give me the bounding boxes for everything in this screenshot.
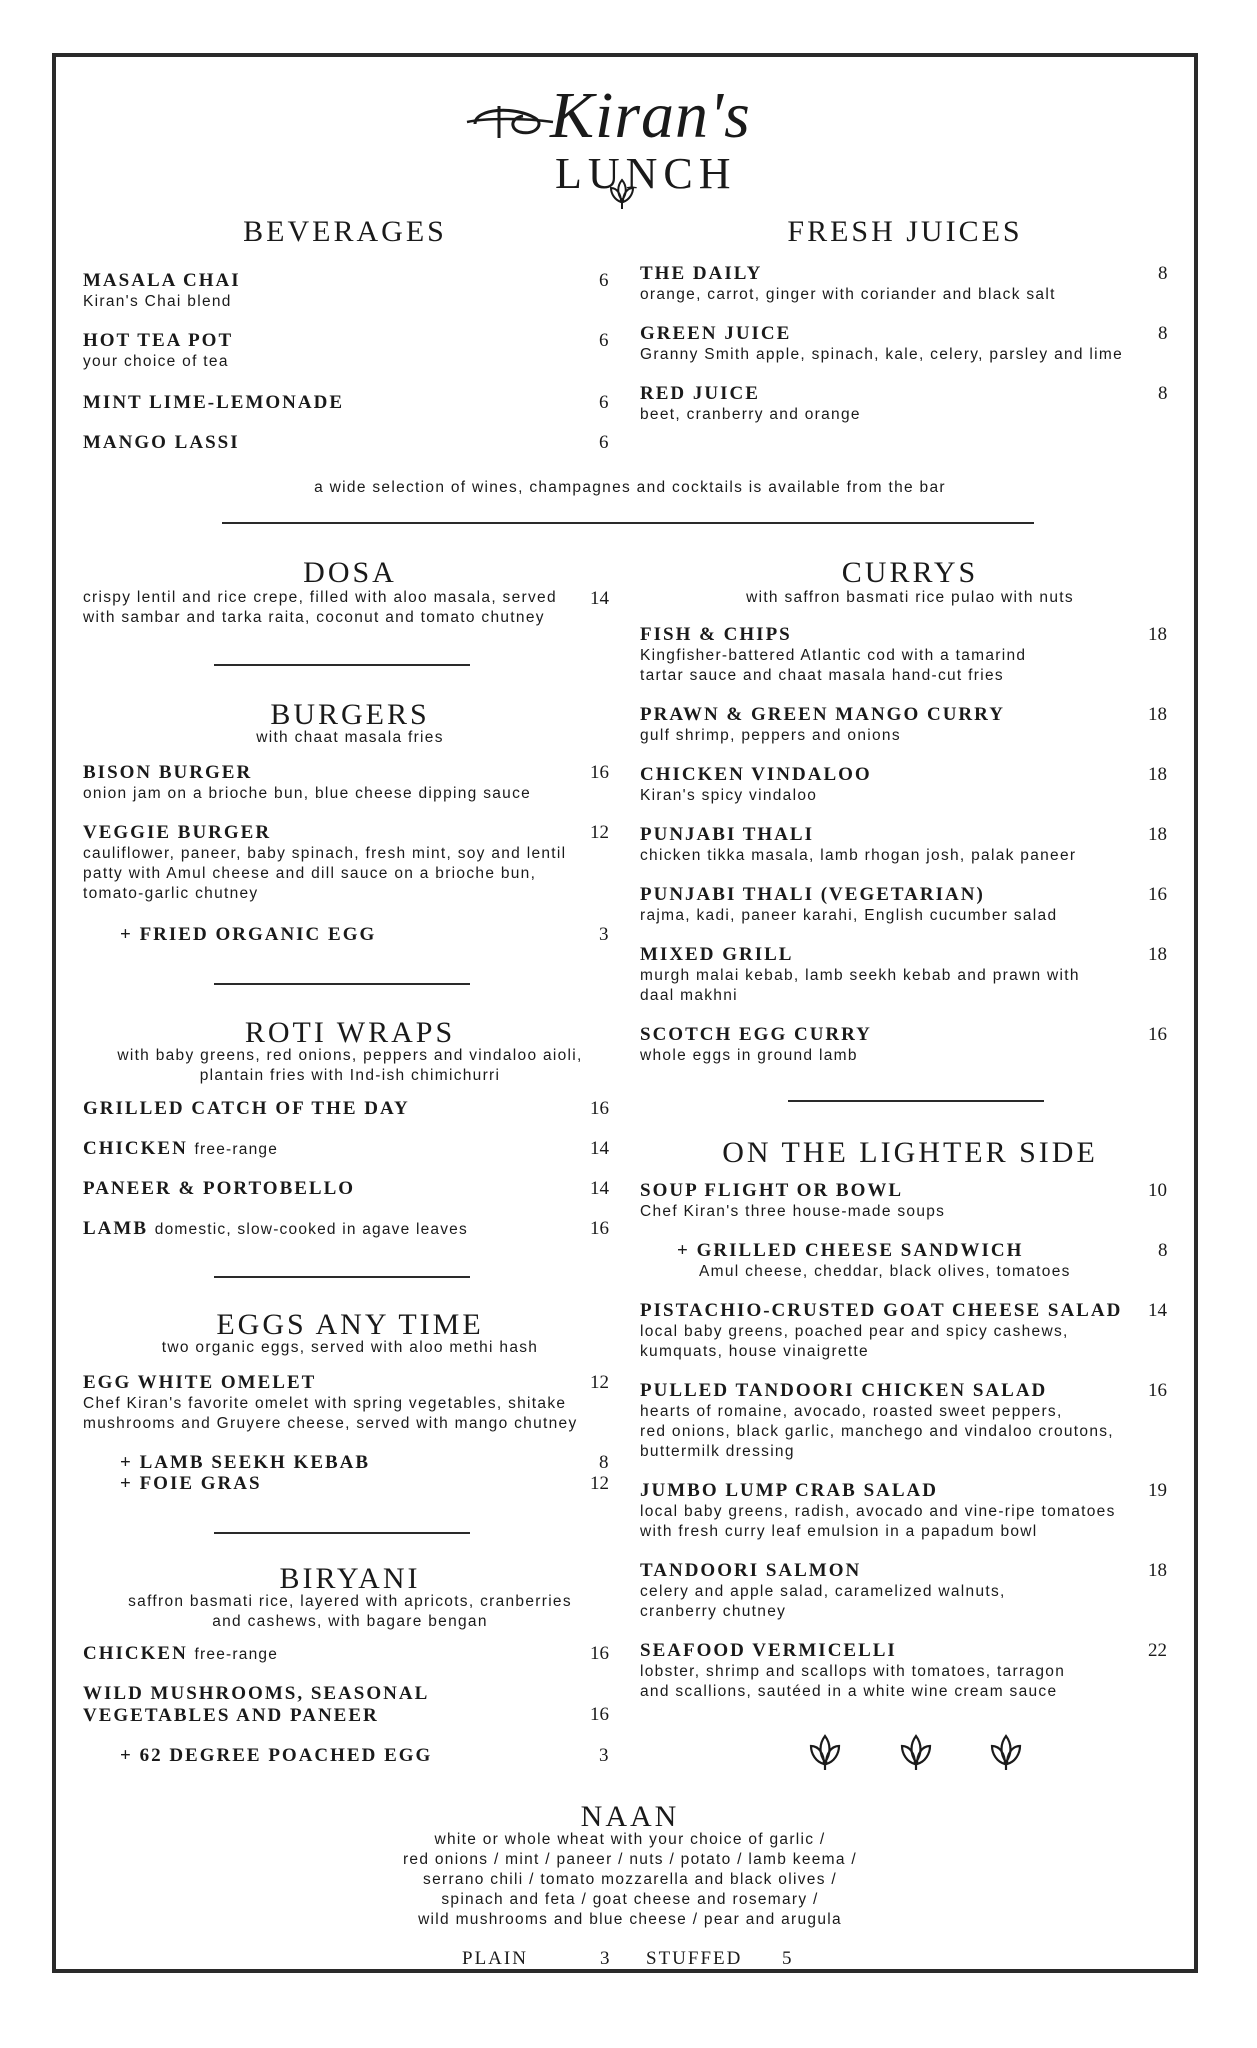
menu-item xyxy=(640,764,872,806)
menu-item xyxy=(83,822,566,904)
naan-title: NAAN xyxy=(580,1800,680,1833)
biryani-subtitle-line: and cashews, with bagare bengan xyxy=(212,1613,488,1630)
currys-title: CURRYS xyxy=(841,556,979,589)
logo-script-text: Kiran's xyxy=(550,79,751,152)
item-name: HOT TEA POT xyxy=(83,330,234,351)
item-price: 8 xyxy=(1158,323,1168,344)
item-name: LAMB xyxy=(83,1218,148,1239)
restaurant-logo xyxy=(455,78,805,208)
item-desc: local baby greens, radish, avocado and vine-ripe tomatoes xyxy=(640,1503,1116,1520)
menu-item xyxy=(83,432,240,454)
item-name: VEGGIE BURGER xyxy=(83,822,272,843)
naan-option-line: white or whole wheat with your choice of garlic / xyxy=(434,1831,826,1848)
item-price: 6 xyxy=(599,432,609,453)
item-price: 18 xyxy=(1148,1560,1167,1581)
item-desc: Chef Kiran's favorite omelet with spring vegetables, shitake xyxy=(83,1395,567,1412)
lighter-title: ON THE LIGHTER SIDE xyxy=(722,1136,1098,1169)
menu-item xyxy=(640,704,1005,746)
beverages-title: BEVERAGES xyxy=(243,215,447,248)
item-name: MIXED GRILL xyxy=(640,944,794,965)
bar-note: a wide selection of wines, champagnes and cocktails is available from the bar xyxy=(314,479,946,496)
menu-item xyxy=(83,588,557,628)
item-name: MINT LIME-LEMONADE xyxy=(83,392,345,413)
naan-option-line: red onions / mint / paneer / nuts / potato / lamb keema / xyxy=(402,1851,858,1868)
item-name: WILD MUSHROOMS, SEASONAL xyxy=(83,1683,430,1704)
addon-item xyxy=(677,1240,1071,1282)
item-price: 16 xyxy=(1148,1024,1167,1045)
item-price: 18 xyxy=(1148,764,1167,785)
menu-item xyxy=(83,392,344,414)
menu-item xyxy=(83,1138,278,1161)
item-desc: Kiran's spicy vindaloo xyxy=(640,787,818,804)
item-price: 6 xyxy=(599,270,609,291)
naan-option-line: wild mushrooms and blue cheese / pear and arugula xyxy=(418,1911,842,1928)
item-price: 16 xyxy=(590,1218,609,1239)
addon-item xyxy=(120,924,376,946)
addon-item xyxy=(120,1473,262,1495)
item-name: RED JUICE xyxy=(640,383,760,404)
item-name: PULLED TANDOORI CHICKEN SALAD xyxy=(640,1380,1048,1401)
item-name: PANEER & PORTOBELLO xyxy=(83,1178,356,1199)
menu-item xyxy=(640,1180,945,1222)
naan-option-line: serrano chili / tomato mozzarella and black olives / xyxy=(423,1871,837,1888)
lotus-leaf-icon xyxy=(805,1732,845,1772)
menu-item xyxy=(83,1098,410,1120)
item-desc: mushrooms and Gruyere cheese, served with mango chutney xyxy=(83,1415,578,1432)
item-name: CHICKEN xyxy=(83,1643,188,1664)
item-price: 8 xyxy=(1158,263,1168,284)
menu-item xyxy=(83,1178,355,1200)
item-desc: with sambar and tarka raita, coconut and tomato chutney xyxy=(83,609,545,626)
item-desc: murgh malai kebab, lamb seekh kebab and prawn with xyxy=(640,967,1080,984)
item-desc: hearts of romaine, avocado, roasted sweet peppers, xyxy=(640,1403,1063,1420)
menu-item xyxy=(83,270,241,312)
roti-subtitle xyxy=(90,1046,610,1086)
menu-item xyxy=(640,383,861,425)
item-desc: cranberry chutney xyxy=(640,1603,787,1620)
item-name: SEAFOOD VERMICELLI xyxy=(640,1640,897,1661)
item-note: free-range xyxy=(194,1141,279,1158)
item-price: 16 xyxy=(1148,1380,1167,1401)
divider xyxy=(214,1276,470,1278)
item-name: TANDOORI SALMON xyxy=(640,1560,862,1581)
item-price: 6 xyxy=(599,392,609,413)
biryani-title: BIRYANI xyxy=(279,1562,421,1595)
addon-item xyxy=(120,1452,370,1474)
item-desc: onion jam on a brioche bun, blue cheese dipping sauce xyxy=(83,785,532,802)
divider xyxy=(214,983,470,985)
naan-options xyxy=(330,1830,930,1930)
item-price: 14 xyxy=(590,1138,609,1159)
item-desc: orange, carrot, ginger with coriander and black salt xyxy=(640,286,1056,303)
eggs-subtitle: two organic eggs, served with aloo methi hash xyxy=(161,1339,539,1356)
menu-item xyxy=(640,824,1076,866)
item-price: 8 xyxy=(1158,383,1168,404)
lotus-leaf-icon xyxy=(896,1732,936,1772)
item-price: 18 xyxy=(1148,824,1167,845)
item-price: 10 xyxy=(1148,1180,1167,1201)
item-desc: with fresh curry leaf emulsion in a papadum bowl xyxy=(640,1523,1038,1540)
item-name: MASALA CHAI xyxy=(83,270,241,291)
naan-stuffed-price: 5 xyxy=(782,1948,794,1969)
menu-item xyxy=(640,1380,1114,1462)
item-price: 8 xyxy=(599,1452,609,1473)
item-desc: tartar sauce and chaat masala hand-cut fries xyxy=(640,667,1004,684)
item-price: 6 xyxy=(599,330,609,351)
item-name: VEGETABLES AND PANEER xyxy=(83,1705,379,1726)
item-name: CHICKEN xyxy=(83,1138,188,1159)
item-price: 16 xyxy=(590,1704,609,1725)
item-name: PUNJABI THALI xyxy=(640,824,814,845)
item-name: GREEN JUICE xyxy=(640,323,792,344)
item-price: 18 xyxy=(1148,624,1167,645)
item-price: 16 xyxy=(590,762,609,783)
item-desc: beet, cranberry and orange xyxy=(640,406,861,423)
addon-item xyxy=(120,1745,432,1767)
item-desc: your choice of tea xyxy=(83,353,229,370)
item-desc: gulf shrimp, peppers and onions xyxy=(640,727,901,744)
naan-option-line: spinach and feta / goat cheese and rosemary / xyxy=(441,1891,819,1908)
item-desc: crispy lentil and rice crepe, filled with aloo masala, served xyxy=(83,589,557,606)
item-price: 14 xyxy=(590,1178,609,1199)
item-name: SOUP FLIGHT OR BOWL xyxy=(640,1180,904,1201)
currys-subtitle: with saffron basmati rice pulao with nuts xyxy=(746,589,1074,606)
menu-item xyxy=(640,624,1026,686)
item-desc: daal makhni xyxy=(640,987,738,1004)
item-price: 18 xyxy=(1148,944,1167,965)
item-name: + GRILLED CHEESE SANDWICH xyxy=(677,1240,1024,1261)
item-name: MANGO LASSI xyxy=(83,432,240,453)
menu-item xyxy=(640,1480,1116,1542)
item-desc: whole eggs in ground lamb xyxy=(640,1047,858,1064)
item-desc: Amul cheese, cheddar, black olives, tomatoes xyxy=(699,1263,1071,1280)
item-price: 3 xyxy=(599,1745,609,1766)
naan-plain-label: PLAIN xyxy=(462,1948,528,1969)
item-price: 14 xyxy=(590,588,609,609)
item-name: THE DAILY xyxy=(640,263,763,284)
item-price: 16 xyxy=(1148,884,1167,905)
logo-glyph-icon xyxy=(465,96,555,146)
item-price: 12 xyxy=(590,822,609,843)
item-desc: chicken tikka masala, lamb rhogan josh, palak paneer xyxy=(640,847,1077,864)
menu-item xyxy=(640,944,1080,1006)
item-name: GRILLED CATCH OF THE DAY xyxy=(83,1098,410,1119)
lotus-leaf-icon xyxy=(986,1732,1026,1772)
juices-title: FRESH JUICES xyxy=(787,215,1023,248)
roti-subtitle-line: plantain fries with Ind-ish chimichurri xyxy=(199,1067,501,1084)
menu-item xyxy=(83,762,531,804)
item-price: 19 xyxy=(1148,1480,1167,1501)
item-price: 3 xyxy=(599,924,609,945)
item-desc: Kingfisher-battered Atlantic cod with a tamarind xyxy=(640,647,1027,664)
item-desc: Kiran's Chai blend xyxy=(83,293,232,310)
item-desc: and scallions, sautéed in a white wine cream sauce xyxy=(640,1683,1058,1700)
dosa-title: DOSA xyxy=(303,556,397,589)
item-price: 16 xyxy=(590,1643,609,1664)
item-desc: rajma, kadi, paneer karahi, English cucumber salad xyxy=(640,907,1058,924)
menu-item xyxy=(83,1643,278,1666)
item-name: + FRIED ORGANIC EGG xyxy=(120,924,377,945)
item-desc: lobster, shrimp and scallops with tomatoes, tarragon xyxy=(640,1663,1066,1680)
item-price: 18 xyxy=(1148,704,1167,725)
logo-lunch-text: LUNCH xyxy=(555,149,737,198)
eggs-title: EGGS ANY TIME xyxy=(216,1308,484,1341)
menu-item xyxy=(83,330,233,372)
menu-item xyxy=(640,1024,872,1066)
menu-item xyxy=(83,1372,578,1434)
burgers-subtitle: with chaat masala fries xyxy=(256,729,444,746)
menu-item xyxy=(83,1683,429,1727)
roti-title: ROTI WRAPS xyxy=(244,1016,456,1049)
divider xyxy=(222,522,1034,524)
divider xyxy=(214,1532,470,1534)
naan-plain-price: 3 xyxy=(600,1948,612,1969)
item-name: JUMBO LUMP CRAB SALAD xyxy=(640,1480,938,1501)
item-name: PUNJABI THALI (VEGETARIAN) xyxy=(640,884,985,905)
item-name: CHICKEN VINDALOO xyxy=(640,764,872,785)
menu-item xyxy=(640,1640,1065,1702)
item-name: SCOTCH EGG CURRY xyxy=(640,1024,872,1045)
burgers-title: BURGERS xyxy=(270,698,430,731)
item-price: 16 xyxy=(590,1098,609,1119)
item-name: + LAMB SEEKH KEBAB xyxy=(120,1452,371,1473)
item-desc: kumquats, house vinaigrette xyxy=(640,1343,869,1360)
roti-subtitle-line: with baby greens, red onions, peppers and vindaloo aioli, xyxy=(117,1047,583,1064)
item-note: free-range xyxy=(194,1646,279,1663)
item-desc: celery and apple salad, caramelized walnuts, xyxy=(640,1583,1006,1600)
item-name: FISH & CHIPS xyxy=(640,624,792,645)
item-note: domestic, slow-cooked in agave leaves xyxy=(154,1221,468,1238)
naan-stuffed-label: STUFFED xyxy=(646,1948,743,1969)
item-name: BISON BURGER xyxy=(83,762,253,783)
item-desc: patty with Amul cheese and dill sauce on a brioche bun, xyxy=(83,865,537,882)
item-name: PISTACHIO-CRUSTED GOAT CHEESE SALAD xyxy=(640,1300,1123,1321)
item-price: 22 xyxy=(1148,1640,1167,1661)
item-desc: tomato-garlic chutney xyxy=(83,885,259,902)
logo-lotus-icon xyxy=(605,176,639,210)
menu-item xyxy=(83,1218,468,1241)
item-price: 14 xyxy=(1148,1300,1167,1321)
menu-item xyxy=(640,323,1123,365)
item-desc: Granny Smith apple, spinach, kale, celery, parsley and lime xyxy=(640,346,1124,363)
item-price: 12 xyxy=(590,1473,609,1494)
item-name: EGG WHITE OMELET xyxy=(83,1372,317,1393)
item-price: 12 xyxy=(590,1372,609,1393)
menu-item xyxy=(640,263,1056,305)
item-desc: buttermilk dressing xyxy=(640,1443,795,1460)
item-name: + 62 DEGREE POACHED EGG xyxy=(120,1745,433,1766)
biryani-subtitle-line: saffron basmati rice, layered with apricots, cranberries xyxy=(128,1593,572,1610)
item-desc: cauliflower, paneer, baby spinach, fresh mint, soy and lentil xyxy=(83,845,567,862)
item-price: 8 xyxy=(1158,1240,1168,1261)
item-desc: red onions, black garlic, manchego and vindaloo croutons, xyxy=(640,1423,1114,1440)
item-name: PRAWN & GREEN MANGO CURRY xyxy=(640,704,1005,725)
menu-item xyxy=(640,884,1057,926)
divider xyxy=(214,664,470,666)
menu-item xyxy=(640,1300,1122,1362)
divider xyxy=(788,1100,1044,1102)
biryani-subtitle xyxy=(100,1592,600,1632)
item-name: + FOIE GRAS xyxy=(120,1473,262,1494)
item-desc: Chef Kiran's three house-made soups xyxy=(640,1203,946,1220)
menu-item xyxy=(640,1560,1006,1622)
item-desc: local baby greens, poached pear and spicy cashews, xyxy=(640,1323,1069,1340)
